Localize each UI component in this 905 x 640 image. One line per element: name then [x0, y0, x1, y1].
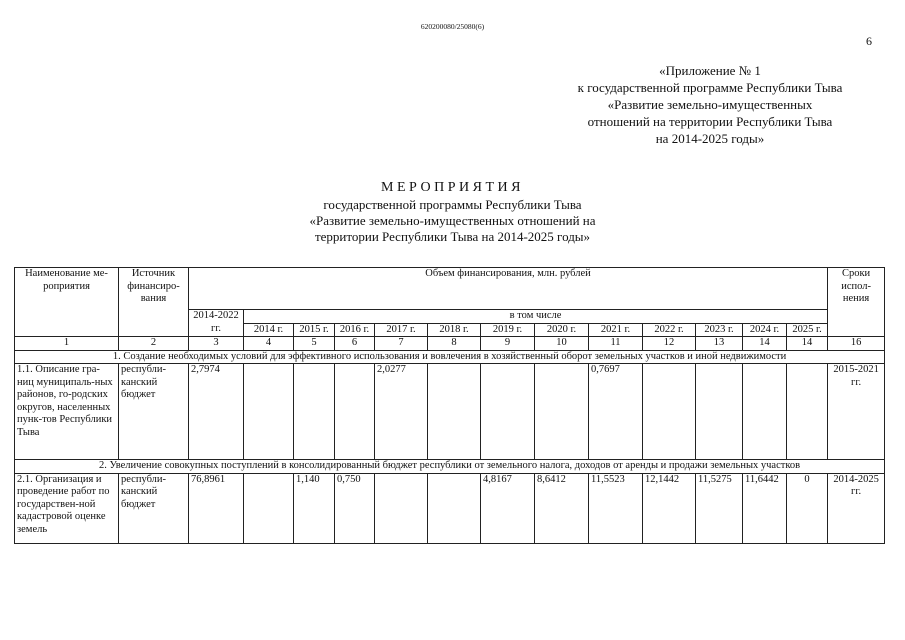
year-amount: 8,6412: [535, 473, 589, 543]
column-number: 3: [189, 337, 244, 351]
year-amount: [696, 364, 743, 460]
header-year: 2016 г.: [335, 323, 375, 337]
year-amount: 0,7697: [589, 364, 643, 460]
column-number: 14: [743, 337, 787, 351]
year-amount: [375, 473, 428, 543]
appendix-header: [520, 62, 900, 147]
funding-source: республи-канский бюджет: [119, 473, 189, 543]
header-year: 2024 г.: [743, 323, 787, 337]
appendix-line: «Приложение № 1: [659, 63, 761, 78]
title-line: территории Республики Тыва на 2014-2025 годы»: [314, 229, 591, 244]
header-year: 2019 г.: [481, 323, 535, 337]
header-year: 2015 г.: [294, 323, 335, 337]
table-row: [15, 364, 885, 460]
year-amount: 1,140: [294, 473, 335, 543]
year-amount: [335, 364, 375, 460]
header-year: 2014 г.: [244, 323, 294, 337]
column-number: 16: [828, 337, 885, 351]
measures-table: [14, 267, 885, 544]
column-number: 14: [787, 337, 828, 351]
header-year: 2022 г.: [643, 323, 696, 337]
year-amount: [244, 473, 294, 543]
total-amount: 2,7974: [189, 364, 244, 460]
column-number: 10: [535, 337, 589, 351]
year-amount: [428, 364, 481, 460]
column-number: 12: [643, 337, 696, 351]
year-amount: 12,1442: [643, 473, 696, 543]
column-number: 6: [335, 337, 375, 351]
title-line: «Развитие земельно-имущественных отношений на: [309, 213, 596, 228]
year-amount: [481, 364, 535, 460]
column-number: 8: [428, 337, 481, 351]
header-year: 2018 г.: [428, 323, 481, 337]
funding-source: республи-канский бюджет: [119, 364, 189, 460]
section-heading-1: 1. Создание необходимых условий для эффективного использования и вовлечения в хозяйственный оборот земельных участков и иной недвижимости: [15, 350, 885, 364]
year-amount: [787, 364, 828, 460]
column-number: 5: [294, 337, 335, 351]
appendix-line: «Развитие земельно-имущественных: [607, 97, 813, 112]
deadline: 2015-2021 гг.: [828, 364, 885, 460]
page-number: 6: [866, 34, 872, 48]
deadline: 2014-2025 гг.: [828, 473, 885, 543]
year-amount: [535, 364, 589, 460]
column-number: 2: [119, 337, 189, 351]
column-number: 1: [15, 337, 119, 351]
document-id: 620200080/25080(6): [420, 22, 485, 31]
header-deadline: Сроки испол-нения: [828, 268, 885, 337]
header-year: 2025 г.: [787, 323, 828, 337]
column-number: 9: [481, 337, 535, 351]
title-line: государственной программы Республики Тыва: [323, 197, 582, 212]
measure-name: 2.1. Организация и проведение работ по государствен-ной кадастровой оценке земель: [15, 473, 119, 543]
measure-name: 1.1. Описание гра-ниц муниципаль-ных районов, го-родских округов, населенных пунк-тов Республики Тыва: [15, 364, 119, 460]
appendix-line: к государственной программе Республики Тыва: [577, 80, 843, 95]
document-title: [0, 180, 905, 245]
year-amount: 11,6442: [743, 473, 787, 543]
appendix-line: отношений на территории Республики Тыва: [587, 114, 833, 129]
column-number: 7: [375, 337, 428, 351]
year-amount: [428, 473, 481, 543]
header-source: Источник финансиро-вания: [119, 268, 189, 337]
section-heading-2: 2. Увеличение совокупных поступлений в консолидированный бюджет республики от земельного налога, доходов от аренды и продажи земельных участков: [15, 460, 885, 474]
column-numbers-row: [15, 337, 885, 351]
title-heading: МЕРОПРИЯТИЯ: [381, 180, 524, 195]
appendix-line: на 2014-2025 годы»: [655, 131, 765, 146]
table-row: [15, 473, 885, 543]
year-amount: 4,8167: [481, 473, 535, 543]
header-total: 2014-2022 гг.: [189, 310, 244, 337]
column-number: 4: [244, 337, 294, 351]
year-amount: 2,0277: [375, 364, 428, 460]
column-number: 11: [589, 337, 643, 351]
column-number: 13: [696, 337, 743, 351]
header-year: 2021 г.: [589, 323, 643, 337]
year-amount: 11,5523: [589, 473, 643, 543]
year-amount: 0,750: [335, 473, 375, 543]
header-year: 2020 г.: [535, 323, 589, 337]
header-including: в том числе: [244, 310, 828, 324]
year-amount: 0: [787, 473, 828, 543]
year-amount: [643, 364, 696, 460]
header-year: 2017 г.: [375, 323, 428, 337]
year-amount: [244, 364, 294, 460]
year-amount: [743, 364, 787, 460]
header-year: 2023 г.: [696, 323, 743, 337]
year-amount: [294, 364, 335, 460]
header-volume: Объем финансирования, млн. рублей: [189, 268, 828, 310]
header-name: Наименование ме-роприятия: [15, 268, 119, 337]
total-amount: 76,8961: [189, 473, 244, 543]
year-amount: 11,5275: [696, 473, 743, 543]
